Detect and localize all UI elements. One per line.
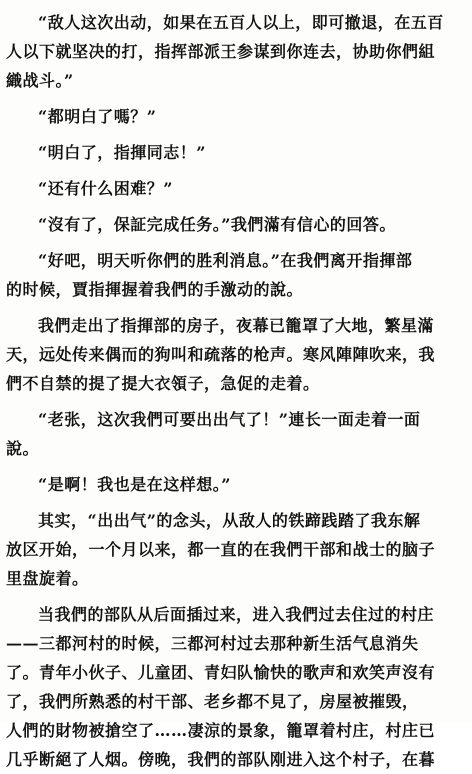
paragraph [6,506,466,593]
paragraph [6,138,466,167]
paragraph [6,8,466,95]
text-line: 人們的財物被搶空了……凄涼的景象，籠罩着村庄，村庄已 [6,721,436,740]
paragraph [6,405,466,463]
paragraph [6,174,466,203]
text-line: 其实，“出出气”的念头，从敌人的铁蹄践踏了我东解 [38,511,421,530]
text-line: 了。青年小伙子、儿童团、青妇队愉快的歌声和欢笑声沒有 [6,663,436,682]
paragraph [6,210,466,239]
text-line: “敌人这次出动，如果在五百人以上，即可撤退，在五百 [38,13,444,32]
paragraph [6,311,466,398]
text-line: “还有什么困难？” [38,179,173,198]
text-line: “老张，这次我們可要出出气了！”連长一面走着一面 [38,410,421,429]
text-line: 里盘旋着。 [6,569,89,588]
text-line: 天，远处传来偶而的狗叫和疏落的枪声。寒风陣陣吹来，我 [6,345,436,364]
text-line: 人以下就坚决的打，指挥部派王参谋到你连去，协助你們組 [6,42,436,61]
text-line: “明白了，指揮同志！” [38,143,206,162]
text-line: “沒有了，保証完成任务。”我們滿有信心的回答。 [38,215,396,234]
text-line: “都明白了嗎？” [38,107,157,126]
text-line: 放区开始，一个月以来，都一直的在我們干部和战士的脑子 [6,540,436,559]
text-line: 說。 [6,439,40,458]
body-text [6,8,466,774]
text-line: “好吧，明天听你們的胜利消息。”在我們离开指揮部 [38,251,413,270]
paragraph [6,600,466,774]
text-line: 了，我們所熟悉的村干部、老乡都不見了，房屋被摧毁， [6,692,419,711]
text-line: 当我們的部队从后面插过来，进入我們过去住过的村庄 [38,605,435,624]
paragraph [6,102,466,131]
text-line: 織战斗。” [6,71,74,90]
text-line: 几乎断絕了人烟。傍晚，我們的部队刚进入这个村子，在暮 [6,750,436,769]
text-line: 我們走出了指揮部的房子，夜幕已籠罩了大地，繁星滿 [38,316,435,335]
text-line: 們不自禁的提了提大衣領子，急促的走着。 [6,374,320,393]
paragraph [6,470,466,499]
text-line: 的时候，賈指揮握着我們的手激动的說。 [6,280,304,299]
paragraph [6,246,466,304]
text-line: ——三都河村的时候，三都河村过去那种新生活气息消失 [6,634,419,653]
text-line: “是啊！我也是在这样想。” [38,475,231,494]
